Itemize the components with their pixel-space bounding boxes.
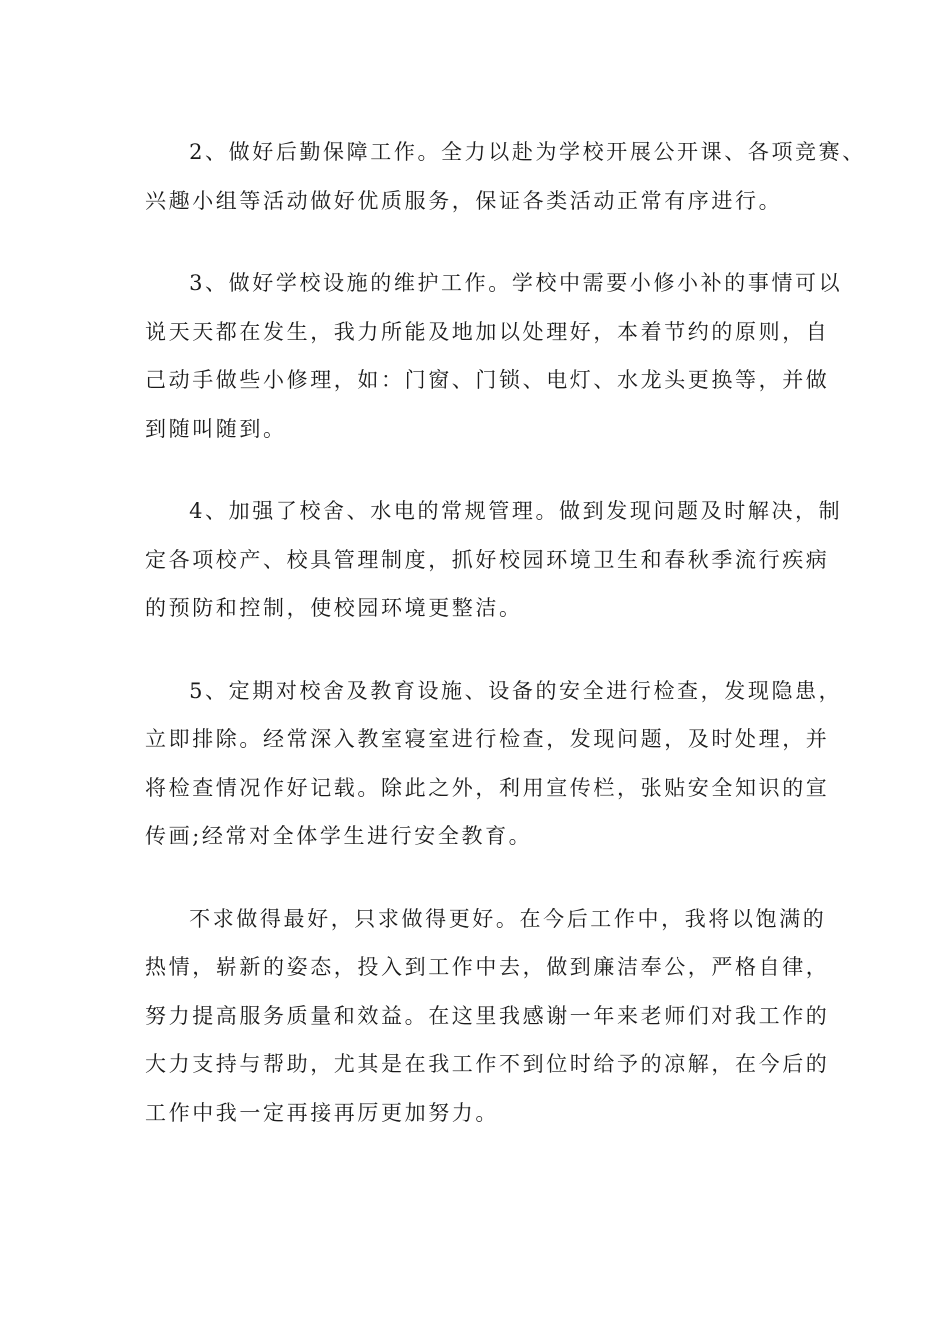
paragraph-safety-inspection bbox=[145, 667, 843, 861]
text-line: 兴趣小组等活动做好优质服务，保证各类活动正常有序进行。 bbox=[145, 188, 783, 213]
text-line: 3、做好学校设施的维护工作。学校中需要小修小补的事情可以 bbox=[189, 271, 843, 295]
paragraph-facility-maintenance bbox=[145, 259, 843, 453]
document-body bbox=[145, 128, 866, 1171]
text-line: 努力提高服务质量和效益。在这里我感谢一年来老师们对我工作的 bbox=[145, 1003, 830, 1028]
text-line: 传画;经常对全体学生进行安全教育。 bbox=[145, 824, 533, 848]
paragraph-dorm-utility-management bbox=[145, 487, 843, 633]
text-line: 说天天都在发生，我力所能及地加以处理好，本着节约的原则，自 bbox=[145, 319, 830, 344]
text-line: 立即排除。经常深入教室寝室进行检查，发现问题，及时处理，并 bbox=[145, 727, 830, 751]
text-line: 到随叫随到。 bbox=[145, 416, 287, 441]
text-line: 5、定期对校舍及教育设施、设备的安全进行检查，发现隐患， bbox=[189, 678, 843, 703]
text-line: 定各项校产、校具管理制度，抓好校园环境卫生和春秋季流行疾病 bbox=[145, 547, 830, 572]
paragraph-closing bbox=[145, 895, 830, 1138]
text-line: 2、做好后勤保障工作。全力以赴为学校开展公开课、各项竞赛、 bbox=[189, 140, 866, 164]
text-line: 热情，崭新的姿态，投入到工作中去，做到廉洁奉公，严格自律， bbox=[145, 955, 830, 979]
text-line: 不求做得最好，只求做得更好。在今后工作中，我将以饱满的 bbox=[189, 906, 827, 931]
paragraph-logistics-support bbox=[145, 128, 866, 225]
text-line: 工作中我一定再接再厉更加努力。 bbox=[145, 1100, 499, 1125]
text-line: 将检查情况作好记载。除此之外，利用宣传栏，张贴安全知识的宣 bbox=[145, 775, 830, 800]
text-line: 4、加强了校舍、水电的常规管理。做到发现问题及时解决，制 bbox=[189, 499, 843, 523]
text-line: 己动手做些小修理，如：门窗、门锁、电灯、水龙头更换等，并做 bbox=[145, 368, 830, 392]
text-line: 大力支持与帮助，尤其是在我工作不到位时给予的凉解，在今后的 bbox=[145, 1052, 830, 1076]
text-line: 的预防和控制，使校园环境更整洁。 bbox=[145, 596, 523, 620]
